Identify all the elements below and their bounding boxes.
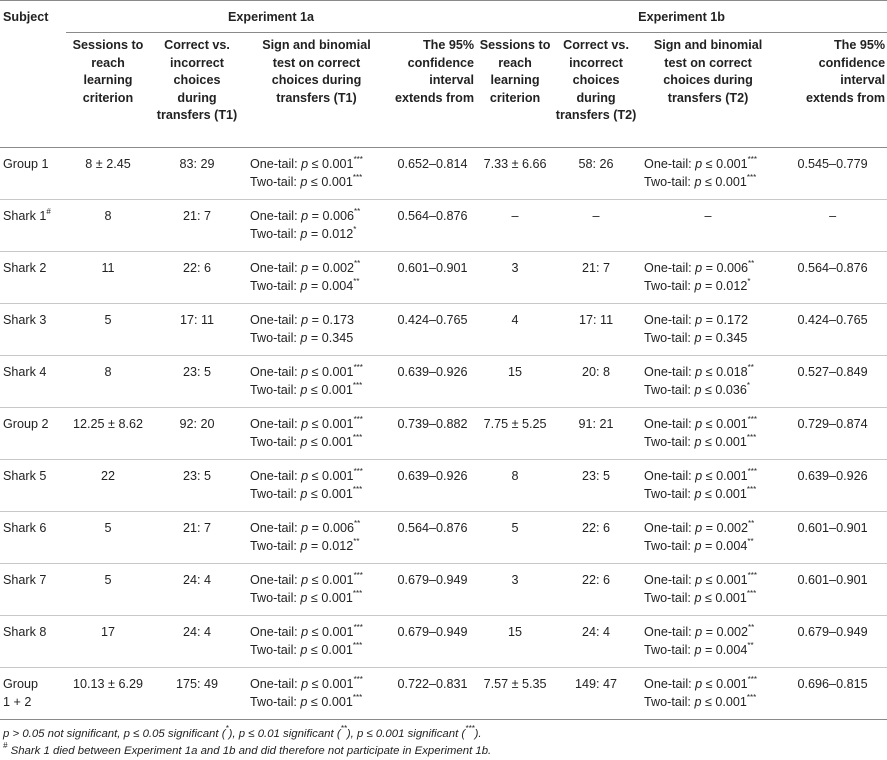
- table-row: [0, 200, 887, 252]
- sessions-cell-1b: 3: [476, 564, 554, 616]
- sessions-cell-1b: 15: [476, 356, 554, 408]
- correct-cell-1b: 58: 26: [554, 148, 638, 200]
- significance-note: p > 0.05 not significant, p ≤ 0.05 significant (*), p ≤ 0.01 significant (**), p ≤ 0.001 significant (***).: [3, 724, 482, 740]
- sessions-cell-1a: 10.13 ± 6.29: [66, 668, 150, 720]
- sessions-cell-1a: 17: [66, 616, 150, 668]
- subject-cell: Shark 4: [0, 356, 66, 408]
- correct-cell-1a: 23: 5: [150, 460, 244, 512]
- ci-cell-1b: 0.601–0.901: [778, 564, 887, 616]
- correct-cell-1a: 17: 11: [150, 304, 244, 356]
- sessions-cell-1b: 8: [476, 460, 554, 512]
- ci-cell-1b: 0.639–0.926: [778, 460, 887, 512]
- ci-cell-1a: 0.679–0.949: [389, 564, 476, 616]
- ci-cell-1b: 0.424–0.765: [778, 304, 887, 356]
- sign-test-cell-1b: One-tail: p = 0.002** Two-tail: p = 0.004**: [638, 616, 778, 668]
- ci-cell-1a: 0.424–0.765: [389, 304, 476, 356]
- sign-test-header-1b: Sign and binomial test on correct choices during transfers (T2): [638, 33, 778, 148]
- ci-cell-1b: 0.696–0.815: [778, 668, 887, 720]
- subject-header: Subject: [0, 1, 66, 148]
- subject-cell: Group 2: [0, 408, 66, 460]
- correct-cell-1a: 23: 5: [150, 356, 244, 408]
- table-notes: [3, 726, 491, 760]
- correct-cell-1a: 83: 29: [150, 148, 244, 200]
- sign-test-cell-1a: One-tail: p ≤ 0.001*** Two-tail: p ≤ 0.001***: [244, 460, 389, 512]
- sessions-cell-1a: 8 ± 2.45: [66, 148, 150, 200]
- sessions-header-1a: Sessions to reach learning criterion: [66, 33, 150, 148]
- sessions-cell-1a: 5: [66, 564, 150, 616]
- sign-test-cell-1b: One-tail: p ≤ 0.001*** Two-tail: p ≤ 0.001***: [638, 148, 778, 200]
- correct-cell-1b: –: [554, 200, 638, 252]
- correct-cell-1b: 22: 6: [554, 512, 638, 564]
- table-row: [0, 148, 887, 200]
- table-row: [0, 356, 887, 408]
- table-row: [0, 460, 887, 512]
- sign-test-cell-1a: One-tail: p ≤ 0.001*** Two-tail: p ≤ 0.001***: [244, 148, 389, 200]
- sign-test-cell-1a: One-tail: p ≤ 0.001*** Two-tail: p ≤ 0.001***: [244, 356, 389, 408]
- subject-cell: Shark 5: [0, 460, 66, 512]
- correct-cell-1a: 22: 6: [150, 252, 244, 304]
- sign-test-cell-1b: One-tail: p = 0.172 Two-tail: p = 0.345: [638, 304, 778, 356]
- subject-cell: Shark 7: [0, 564, 66, 616]
- sign-test-cell-1a: One-tail: p ≤ 0.001*** Two-tail: p ≤ 0.001***: [244, 564, 389, 616]
- subject-cell: Group 1 + 2: [0, 668, 66, 720]
- sign-test-cell-1b: One-tail: p ≤ 0.001*** Two-tail: p ≤ 0.001***: [638, 668, 778, 720]
- sessions-cell-1b: –: [476, 200, 554, 252]
- subject-cell: Shark 3: [0, 304, 66, 356]
- correct-header-1a: Correct vs. incorrect choices during transfers (T1): [150, 33, 244, 148]
- sign-test-cell-1b: One-tail: p ≤ 0.001*** Two-tail: p ≤ 0.001***: [638, 564, 778, 616]
- table-row: [0, 668, 887, 720]
- sign-test-cell-1b: One-tail: p = 0.002** Two-tail: p = 0.004**: [638, 512, 778, 564]
- subject-cell: Shark 8: [0, 616, 66, 668]
- sign-test-cell-1b: One-tail: p = 0.006** Two-tail: p = 0.012*: [638, 252, 778, 304]
- ci-cell-1a: 0.601–0.901: [389, 252, 476, 304]
- ci-cell-1b: –: [778, 200, 887, 252]
- ci-cell-1b: 0.564–0.876: [778, 252, 887, 304]
- sessions-cell-1a: 8: [66, 356, 150, 408]
- sessions-cell-1a: 11: [66, 252, 150, 304]
- correct-cell-1b: 23: 5: [554, 460, 638, 512]
- ci-header-1a: The 95% confidence interval extends from: [389, 33, 476, 148]
- ci-cell-1a: 0.639–0.926: [389, 460, 476, 512]
- subject-cell: Shark 6: [0, 512, 66, 564]
- correct-cell-1a: 24: 4: [150, 616, 244, 668]
- subject-cell: Shark 1#: [0, 200, 66, 252]
- sessions-cell-1b: 7.75 ± 5.25: [476, 408, 554, 460]
- experiment-1a-header: Experiment 1a: [66, 1, 476, 33]
- sign-test-cell-1b: One-tail: p ≤ 0.001*** Two-tail: p ≤ 0.001***: [638, 460, 778, 512]
- subject-cell: Shark 2: [0, 252, 66, 304]
- sessions-cell-1b: 3: [476, 252, 554, 304]
- sign-test-cell-1b: One-tail: p ≤ 0.018** Two-tail: p ≤ 0.036*: [638, 356, 778, 408]
- correct-header-1b: Correct vs. incorrect choices during transfers (T2): [554, 33, 638, 148]
- sessions-cell-1a: 5: [66, 304, 150, 356]
- sign-test-header-1a: Sign and binomial test on correct choices during transfers (T1): [244, 33, 389, 148]
- sign-test-cell-1a: One-tail: p = 0.006** Two-tail: p = 0.012*: [244, 200, 389, 252]
- ci-cell-1a: 0.722–0.831: [389, 668, 476, 720]
- correct-cell-1b: 17: 11: [554, 304, 638, 356]
- sign-test-cell-1a: One-tail: p ≤ 0.001*** Two-tail: p ≤ 0.001***: [244, 668, 389, 720]
- sign-test-cell-1b: –: [638, 200, 778, 252]
- sessions-cell-1a: 22: [66, 460, 150, 512]
- sessions-cell-1a: 5: [66, 512, 150, 564]
- header-row-columns: [0, 33, 887, 148]
- ci-cell-1a: 0.679–0.949: [389, 616, 476, 668]
- correct-cell-1a: 24: 4: [150, 564, 244, 616]
- correct-cell-1b: 91: 21: [554, 408, 638, 460]
- ci-cell-1b: 0.729–0.874: [778, 408, 887, 460]
- sign-test-cell-1a: One-tail: p = 0.002** Two-tail: p = 0.004**: [244, 252, 389, 304]
- table-row: [0, 304, 887, 356]
- correct-cell-1a: 175: 49: [150, 668, 244, 720]
- header-row-experiments: [0, 1, 887, 33]
- ci-cell-1a: 0.652–0.814: [389, 148, 476, 200]
- ci-cell-1b: 0.545–0.779: [778, 148, 887, 200]
- correct-cell-1b: 22: 6: [554, 564, 638, 616]
- correct-cell-1b: 20: 8: [554, 356, 638, 408]
- ci-cell-1a: 0.564–0.876: [389, 200, 476, 252]
- correct-cell-1a: 21: 7: [150, 200, 244, 252]
- sign-test-cell-1a: One-tail: p ≤ 0.001*** Two-tail: p ≤ 0.001***: [244, 408, 389, 460]
- sessions-cell-1b: 7.57 ± 5.35: [476, 668, 554, 720]
- sessions-cell-1a: 12.25 ± 8.62: [66, 408, 150, 460]
- table-row: [0, 408, 887, 460]
- sessions-cell-1b: 15: [476, 616, 554, 668]
- ci-cell-1b: 0.527–0.849: [778, 356, 887, 408]
- ci-cell-1a: 0.639–0.926: [389, 356, 476, 408]
- shark1-footnote: # Shark 1 died between Experiment 1a and 1b and did therefore not participate in Experiment 1b.: [3, 741, 492, 757]
- correct-cell-1a: 92: 20: [150, 408, 244, 460]
- sessions-cell-1b: 4: [476, 304, 554, 356]
- ci-cell-1a: 0.564–0.876: [389, 512, 476, 564]
- experiment-1b-header: Experiment 1b: [476, 1, 887, 33]
- table-row: [0, 564, 887, 616]
- table-row: [0, 616, 887, 668]
- ci-header-1b: The 95% confidence interval extends from: [778, 33, 887, 148]
- sessions-cell-1a: 8: [66, 200, 150, 252]
- sign-test-cell-1a: One-tail: p = 0.006** Two-tail: p = 0.012**: [244, 512, 389, 564]
- sign-test-cell-1a: One-tail: p = 0.173 Two-tail: p = 0.345: [244, 304, 389, 356]
- sign-test-cell-1a: One-tail: p ≤ 0.001*** Two-tail: p ≤ 0.001***: [244, 616, 389, 668]
- ci-cell-1b: 0.601–0.901: [778, 512, 887, 564]
- ci-cell-1b: 0.679–0.949: [778, 616, 887, 668]
- subject-cell: Group 1: [0, 148, 66, 200]
- correct-cell-1b: 149: 47: [554, 668, 638, 720]
- sessions-header-1b: Sessions to reach learning criterion: [476, 33, 554, 148]
- table-row: [0, 512, 887, 564]
- correct-cell-1a: 21: 7: [150, 512, 244, 564]
- correct-cell-1b: 21: 7: [554, 252, 638, 304]
- sessions-cell-1b: 5: [476, 512, 554, 564]
- ci-cell-1a: 0.739–0.882: [389, 408, 476, 460]
- table-body: [0, 148, 887, 720]
- sign-test-cell-1b: One-tail: p ≤ 0.001*** Two-tail: p ≤ 0.001***: [638, 408, 778, 460]
- sessions-cell-1b: 7.33 ± 6.66: [476, 148, 554, 200]
- table-row: [0, 252, 887, 304]
- correct-cell-1b: 24: 4: [554, 616, 638, 668]
